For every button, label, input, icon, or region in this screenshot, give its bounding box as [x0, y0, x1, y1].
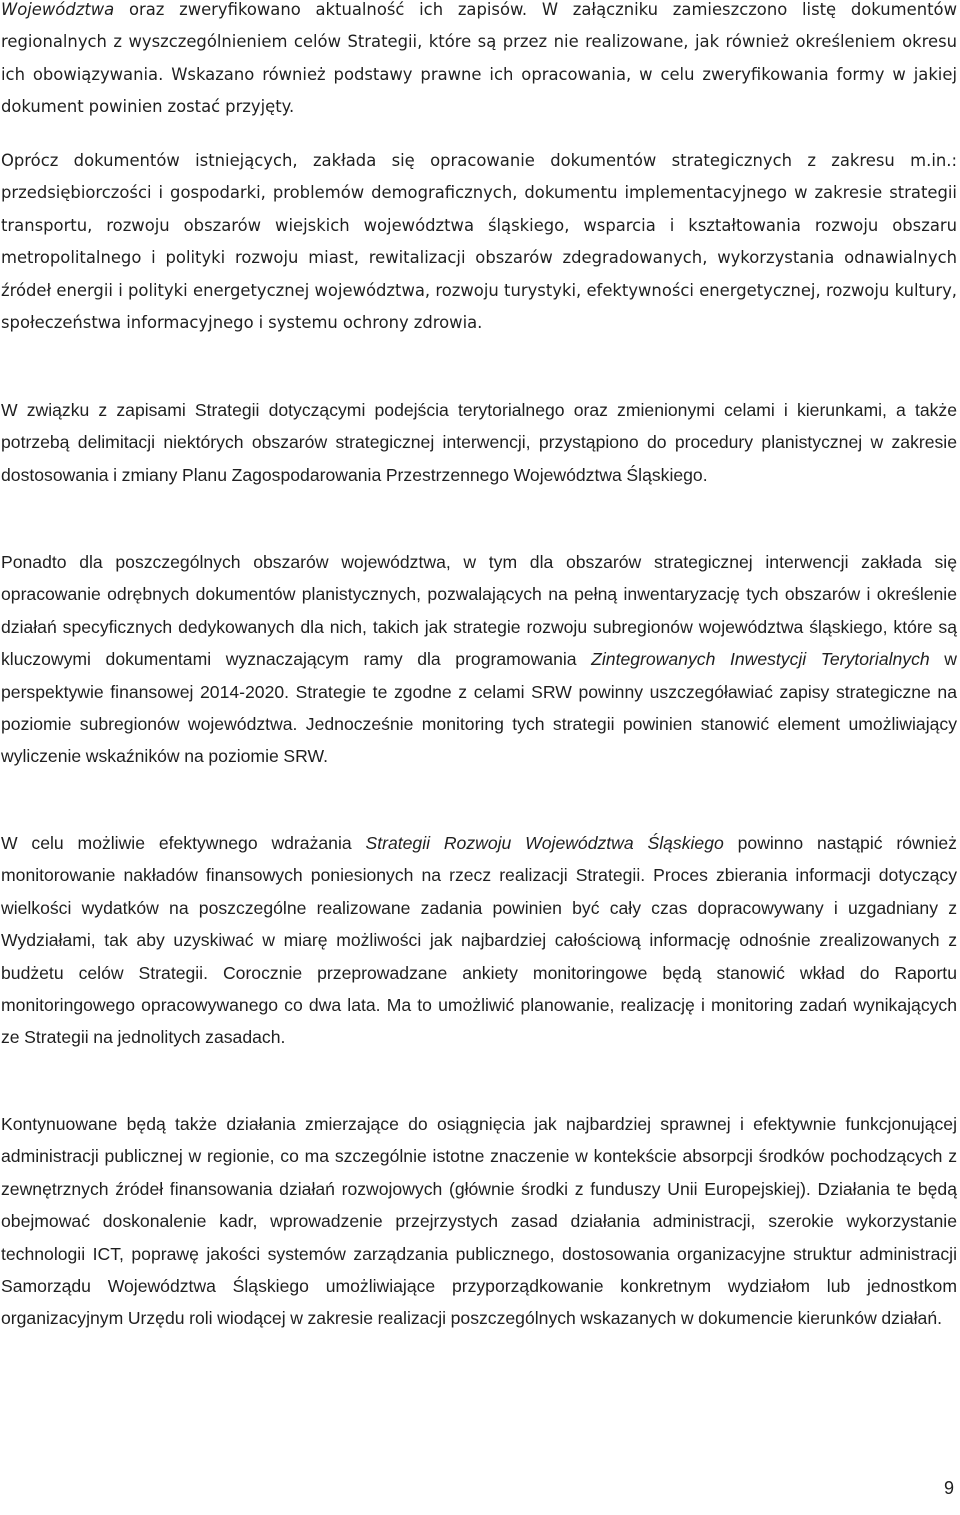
page-number: 9 — [943, 1478, 954, 1498]
paragraph-4-italic: Zintegrowanych Inwestycji Terytorialnych — [591, 649, 930, 670]
paragraph-5-italic: Strategii Rozwoju Województwa Śląskiego — [365, 833, 724, 853]
paragraph-5-text-a: W celu możliwie efektywnego wdrażania — [1, 833, 366, 853]
paragraph-4 — [1, 546, 957, 773]
paragraph-3-text: W związku z zapisami Strategii dotyczącymi podejścia terytorialnego oraz zmienionymi celami i kierunkami, a także potrzebą delimitacji niektórych obszarów strategicznej interwencji, przystąpiono do procedury planistycznej w zakresie dostosowania i zmiany Planu Zagospodarowania Przestrzennego Województwa Śląskiego. — [1, 400, 957, 485]
paragraph-1-italic: Województwa — [1, 0, 115, 19]
paragraph-6-text: Kontynuowane będą także działania zmierzające do osiągnięcia jak najbardziej sprawnej i efektywnie funkcjonującej administracji publicznej w regionie, co ma szczególnie istotne znaczenie w kontekście absorpcji środków pochodzących z zewnętrznych źródeł finansowania działań rozwojowych (głównie środki z funduszy Unii Europejskiej). Działania te będą obejmować doskonalenie kadr, wprowadzenie przejrzystych zasad działania administracji, szerokie wykorzystanie technologii ICT, poprawę jakości systemów zarządzania publicznego, dostosowania organizacyjne struktur administracji Samorządu Województwa Śląskiego umożliwiające przyporządkowanie konkretnym wydziałom lub jednostkom organizacyjnym Urzędu roli wiodącej w zakresie realizacji poszczególnych wskazanych w dokumencie kierunków działań. — [1, 1114, 957, 1329]
paragraph-6 — [1, 1108, 957, 1335]
paragraph-2-text: Oprócz dokumentów istniejących, zakłada się opracowanie dokumentów strategicznych z zakresu m.in.: przedsiębiorczości i gospodarki, problemów demograficznych, dokumentu implementacyjnego w zakresie strategii transportu, rozwoju obszarów wiejskich województwa śląskiego, wsparcia i kształtowania rozwoju obszaru metropolitalnego i polityki rozwoju miast, rewitalizacji obszarów zdegradowanych, wykorzystania odnawialnych źródeł energii i polityki energetycznej województwa, rozwoju turystyki, efektywności energetycznej, rozwoju kultury, społeczeństwa informacyjnego i systemu ochrony zdrowia. — [1, 151, 957, 333]
paragraph-2 — [1, 145, 957, 339]
paragraph-3 — [1, 394, 957, 491]
paragraph-4-text-b: w perspektywie finansowej 2014-2020. Strategie te zgodne z celami SRW powinny uszczegóławiać zapisy strategiczne na poziomie subregionów województwa. Jednocześnie monitoring tych strategii powinien stanowić element umożliwiający wyliczenie wskaźników na poziomie SRW. — [1, 649, 957, 767]
paragraph-5-text-b: powinno nastąpić również monitorowanie nakładów finansowych poniesionych na rzecz realizacji Strategii. Proces zbierania informacji dotyczący wielkości wydatków na poszczególne realizowane zadania powinien być cały czas dopracowywany i uzgadniany z Wydziałami, tak aby uzyskiwać w miarę możliwości jak najbardziej całościową informację odnośnie zrealizowanych z budżetu celów Strategii. Corocznie przeprowadzane ankiety monitoringowe będą stanowić wkład do Raportu monitoringowego opracowywanego co dwa lata. Ma to umożliwić planowanie, realizację i monitoring zadań wynikających ze Strategii na jednolitych zasadach. — [1, 833, 957, 1048]
paragraph-1-text: oraz zweryfikowano aktualność ich zapisów. W załączniku zamieszczono listę dokumentów regionalnych z wyszczególnieniem celów Strategii, które są przez nie realizowane, jak również określeniem okresu ich obowiązywania. Wskazano również podstawy prawne ich opracowania, w celu zweryfikowania formy w jakiej dokument powinien zostać przyjęty. — [1, 0, 957, 117]
paragraph-1 — [1, 0, 957, 124]
paragraph-5 — [1, 827, 957, 1054]
paragraph-4-text-a: Ponadto dla poszczególnych obszarów województwa, w tym dla obszarów strategicznej interwencji zakłada się opracowanie odrębnych dokumentów planistycznych, pozwalających na pełną inwentaryzację tych obszarów i określenie działań specyficznych dedykowanych dla nich, takich jak strategie rozwoju subregionów województwa śląskiego, które są kluczowymi dokumentami wyznaczającym ramy dla programowania — [1, 552, 957, 670]
